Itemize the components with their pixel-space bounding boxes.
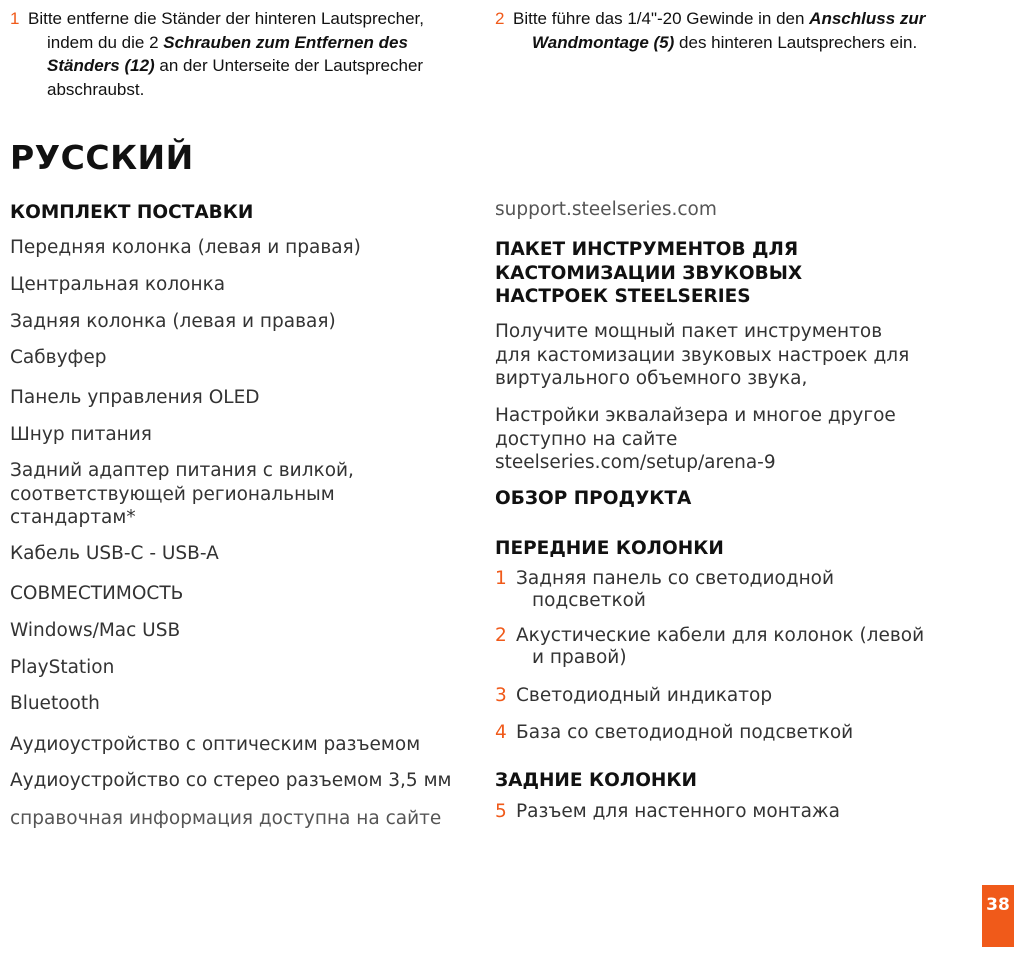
step-text: Bitte entferne die Ständer der hinteren Lautsprecher, indem du die 2 Schrauben zum Entfernen des Ständers (12) an der Unterseite der Lautsprecher abschraubst. — [28, 9, 424, 99]
page-number-badge: 38 — [982, 885, 1014, 947]
list-item: Задняя колонка (левая и правая) — [10, 311, 336, 332]
front-item-4 — [495, 722, 955, 744]
item-line-1: Акустические кабели для колонок (левой — [516, 625, 925, 646]
toolkit-paragraph-2: Настройки эквалайзера и многое другое доступно на сайте steelseries.com/setup/arena-9 — [495, 405, 896, 473]
item-line-1: Задняя панель со светодиодной — [516, 568, 835, 589]
reference-text: справочная информация доступна на сайте — [10, 808, 442, 829]
list-item: Bluetooth — [10, 693, 100, 714]
item-number: 2 — [495, 625, 507, 646]
item-number: 3 — [495, 685, 507, 706]
step-text: Bitte führe das 1/4"-20 Gewinde in den Anschluss zur Wandmontage (5) des hinteren Lautsprechers ein. — [513, 9, 926, 52]
item-line-2: подсветкой — [532, 590, 646, 611]
list-item: PlayStation — [10, 657, 115, 678]
front-heading: ПЕРЕДНИЕ КОЛОНКИ — [495, 538, 724, 559]
item-number: 5 — [495, 801, 507, 822]
section-title: РУССКИЙ — [10, 138, 194, 177]
step-number: 2 — [495, 9, 505, 28]
compat-heading: СОВМЕСТИМОСТЬ — [10, 583, 184, 604]
list-item: Панель управления OLED — [10, 387, 260, 408]
item-line-1: Разъем для настенного монтажа — [516, 801, 840, 822]
toolkit-paragraph-1: Получите мощный пакет инструментов для кастомизации звуковых настроек для виртуального объемного звука, — [495, 321, 910, 389]
support-link[interactable]: support.steelseries.com — [495, 199, 717, 220]
list-item: Кабель USB-C - USB-A — [10, 543, 219, 564]
item-line-1: База со светодиодной подсветкой — [516, 722, 854, 743]
item-line-2: и правой) — [532, 647, 627, 668]
list-item: Сабвуфер — [10, 347, 107, 368]
de-step-1 — [10, 7, 430, 101]
list-item: Аудиоустройство со стерео разъемом 3,5 мм — [10, 770, 452, 791]
item-number: 1 — [495, 568, 507, 589]
item-line-1: Светодиодный индикатор — [516, 685, 773, 706]
front-item-3 — [495, 685, 955, 707]
rear-heading: ЗАДНИЕ КОЛОНКИ — [495, 770, 698, 791]
front-item-2 — [495, 625, 955, 669]
list-item: Шнур питания — [10, 424, 152, 445]
overview-heading: ОБЗОР ПРОДУКТА — [495, 488, 692, 509]
list-item: Центральная колонка — [10, 274, 226, 295]
list-item: Windows/Mac USB — [10, 620, 181, 641]
list-item: Задний адаптер питания с вилкой, соответствующей региональным стандартам* — [10, 460, 354, 528]
front-item-1 — [495, 568, 955, 612]
rear-item-5 — [495, 801, 955, 823]
list-item: Аудиоустройство с оптическим разъемом — [10, 734, 421, 755]
list-item: Передняя колонка (левая и правая) — [10, 237, 361, 258]
kit-heading: КОМПЛЕКТ ПОСТАВКИ — [10, 202, 254, 223]
toolkit-heading: ПАКЕТ ИНСТРУМЕНТОВ ДЛЯ КАСТОМИЗАЦИИ ЗВУКОВЫХ НАСТРОЕК STEELSERIES — [495, 239, 803, 307]
item-number: 4 — [495, 722, 507, 743]
step-number: 1 — [10, 9, 20, 28]
de-step-2 — [495, 7, 965, 54]
